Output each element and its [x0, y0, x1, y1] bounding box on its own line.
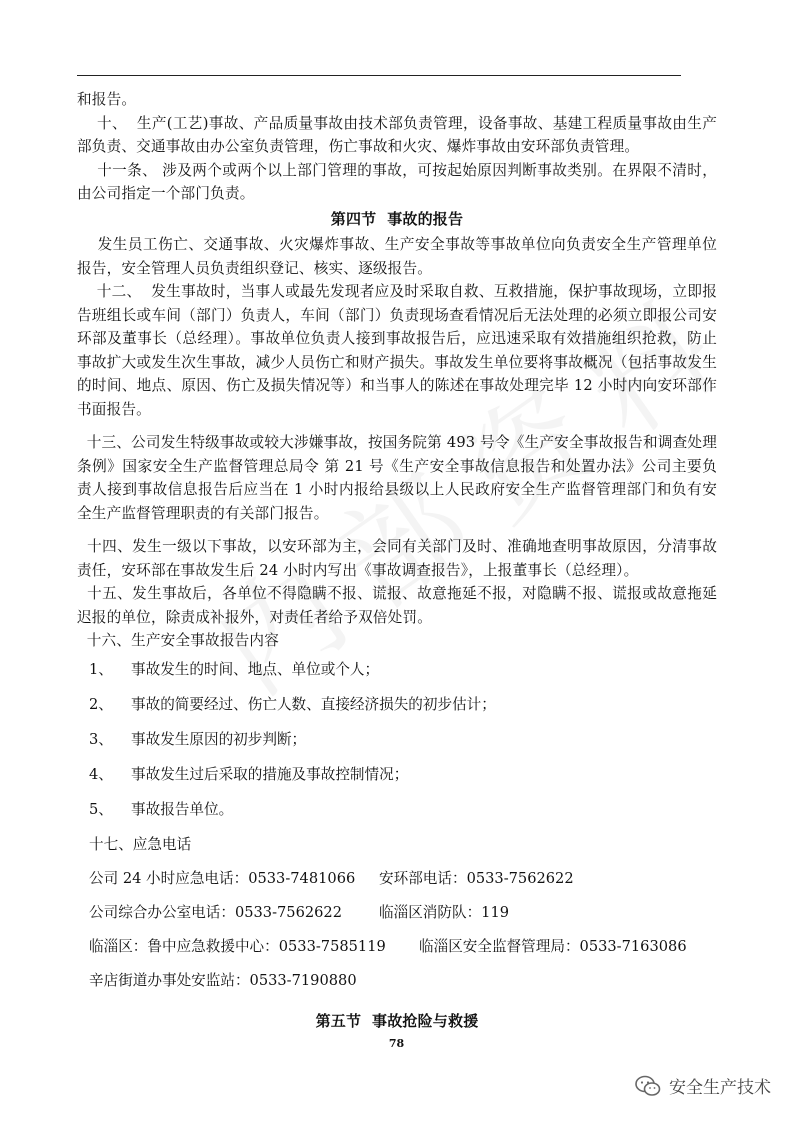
contact-entry: 临淄区消防队：119 — [379, 903, 510, 921]
document-body — [77, 88, 717, 1035]
account-name: 安全生产技术 — [669, 1078, 771, 1098]
paragraph: 十五、发生事故后，各单位不得隐瞒不报、谎报、故意拖延不报，对隐瞒不报、谎报或故意拖延迟报的单位，除责成补报外，对责任者给予双倍处罚。 — [77, 585, 718, 626]
paragraph: 十四、发生一级以下事故，以安环部为主，会同有关部门及时、准确地查明事故原因，分清事故责任，安环部在事故发生后 24 小时内写出《事故调查报告》，上报董事长（总经理）。 — [77, 538, 718, 579]
list-item — [77, 723, 717, 758]
list-text: 事故发生原因的初步判断； — [131, 731, 307, 749]
paragraph: 十二、 发生事故时，当事人或最先发现者应及时采取自救、互救措施，保护事故现场，立即报告班组长或车间（部门）负责人，车间（部门）负责现场查看情况后无法处理的必须立即报公司安环部及董事长（总经理）。事故单位负责人接到事故报告后，应迅速采取有效措施组织抢救，防止事故扩大或发生次生事故，减少人员伤亡和财产损失。事故发生单位要将事故概况（包括事故发生的时间、地点、原因、伤亡及损失情况等）和当事人的陈述在事故处理完毕 12 小时内向安环部作书面报告。 — [77, 283, 717, 418]
paragraph: 十一条、 涉及两个或两个以上部门管理的事故，可按起始原因判断事故类别。在界限不清时，由公司指定一个部门负责。 — [77, 161, 718, 202]
list-item — [77, 793, 717, 828]
list-text: 事故报告单位。 — [131, 801, 234, 819]
contact-entry: 临淄区：鲁中应急救援中心：0533-7585119 — [89, 937, 386, 955]
list-number: 3、 — [89, 731, 113, 749]
contact-entry: 公司 24 小时应急电话：0533-7481066 — [89, 869, 356, 887]
header-rule — [77, 75, 681, 76]
list-number: 2、 — [89, 696, 113, 714]
account-badge[interactable] — [635, 1073, 771, 1098]
list-item — [77, 688, 717, 723]
list-text: 事故的简要经过、伤亡人数、直接经济损失的初步估计； — [131, 696, 496, 714]
list-number: 5、 — [89, 801, 113, 819]
list-item — [77, 653, 717, 688]
section-heading: 第五节 事故抢险与救援 — [315, 1011, 479, 1030]
contact-row — [77, 930, 717, 964]
wechat-icon — [635, 1075, 661, 1097]
contact-entry: 辛店街道办事处安监站：0533-7190880 — [89, 971, 357, 989]
contact-entry: 安环部电话：0533-7562622 — [379, 869, 574, 887]
list-number: 1、 — [89, 661, 113, 679]
contact-row — [77, 896, 717, 930]
list-text: 事故发生过后采取的措施及事故控制情况； — [131, 766, 409, 784]
page-number: 78 — [388, 1037, 405, 1050]
contact-entry: 公司综合办公室电话：0533-7562622 — [89, 903, 343, 921]
paragraph: 十六、生产安全事故报告内容 — [77, 632, 280, 649]
paragraph: 十三、公司发生特级事故或较大涉嫌事故，按国务院第 493 号令《生产安全事故报告和调查处理条例》国家安全生产监督管理总局令 第 21 号《生产安全事故信息报告和处置办法》公司主要负责人接到事故信息报告后应当在 1 小时内报给县级以上人民政府安全生产监督管理部门和负有安全生产监督管理职责的有关部门报告。 — [77, 434, 717, 522]
paragraph: 和报告。 — [77, 91, 137, 108]
contact-row — [77, 964, 717, 998]
section-heading: 第四节 事故的报告 — [330, 209, 464, 228]
list-text: 事故发生的时间、地点、单位或个人； — [131, 661, 380, 679]
report-content-list — [77, 653, 717, 828]
contacts-title: 十七、应急电话 — [89, 835, 192, 853]
emergency-contacts — [77, 828, 717, 998]
list-item — [77, 758, 717, 793]
paragraph: 十、 生产(工艺)事故、产品质量事故由技术部负责管理，设备事故、基建工程质量事故由生产部负责、交通事故由办公室负责管理，伤亡事故和火灾、爆炸事故由安环部负责管理。 — [77, 114, 718, 155]
contact-row — [77, 862, 717, 896]
list-number: 4、 — [89, 766, 113, 784]
contact-entry: 临淄区安全监督管理局：0533-7163086 — [419, 937, 687, 955]
paragraph: 发生员工伤亡、交通事故、火灾爆炸事故、生产安全事故等事故单位向负责安全生产管理单位报告，安全管理人员负责组织登记、核实、逐级报告。 — [77, 236, 717, 277]
